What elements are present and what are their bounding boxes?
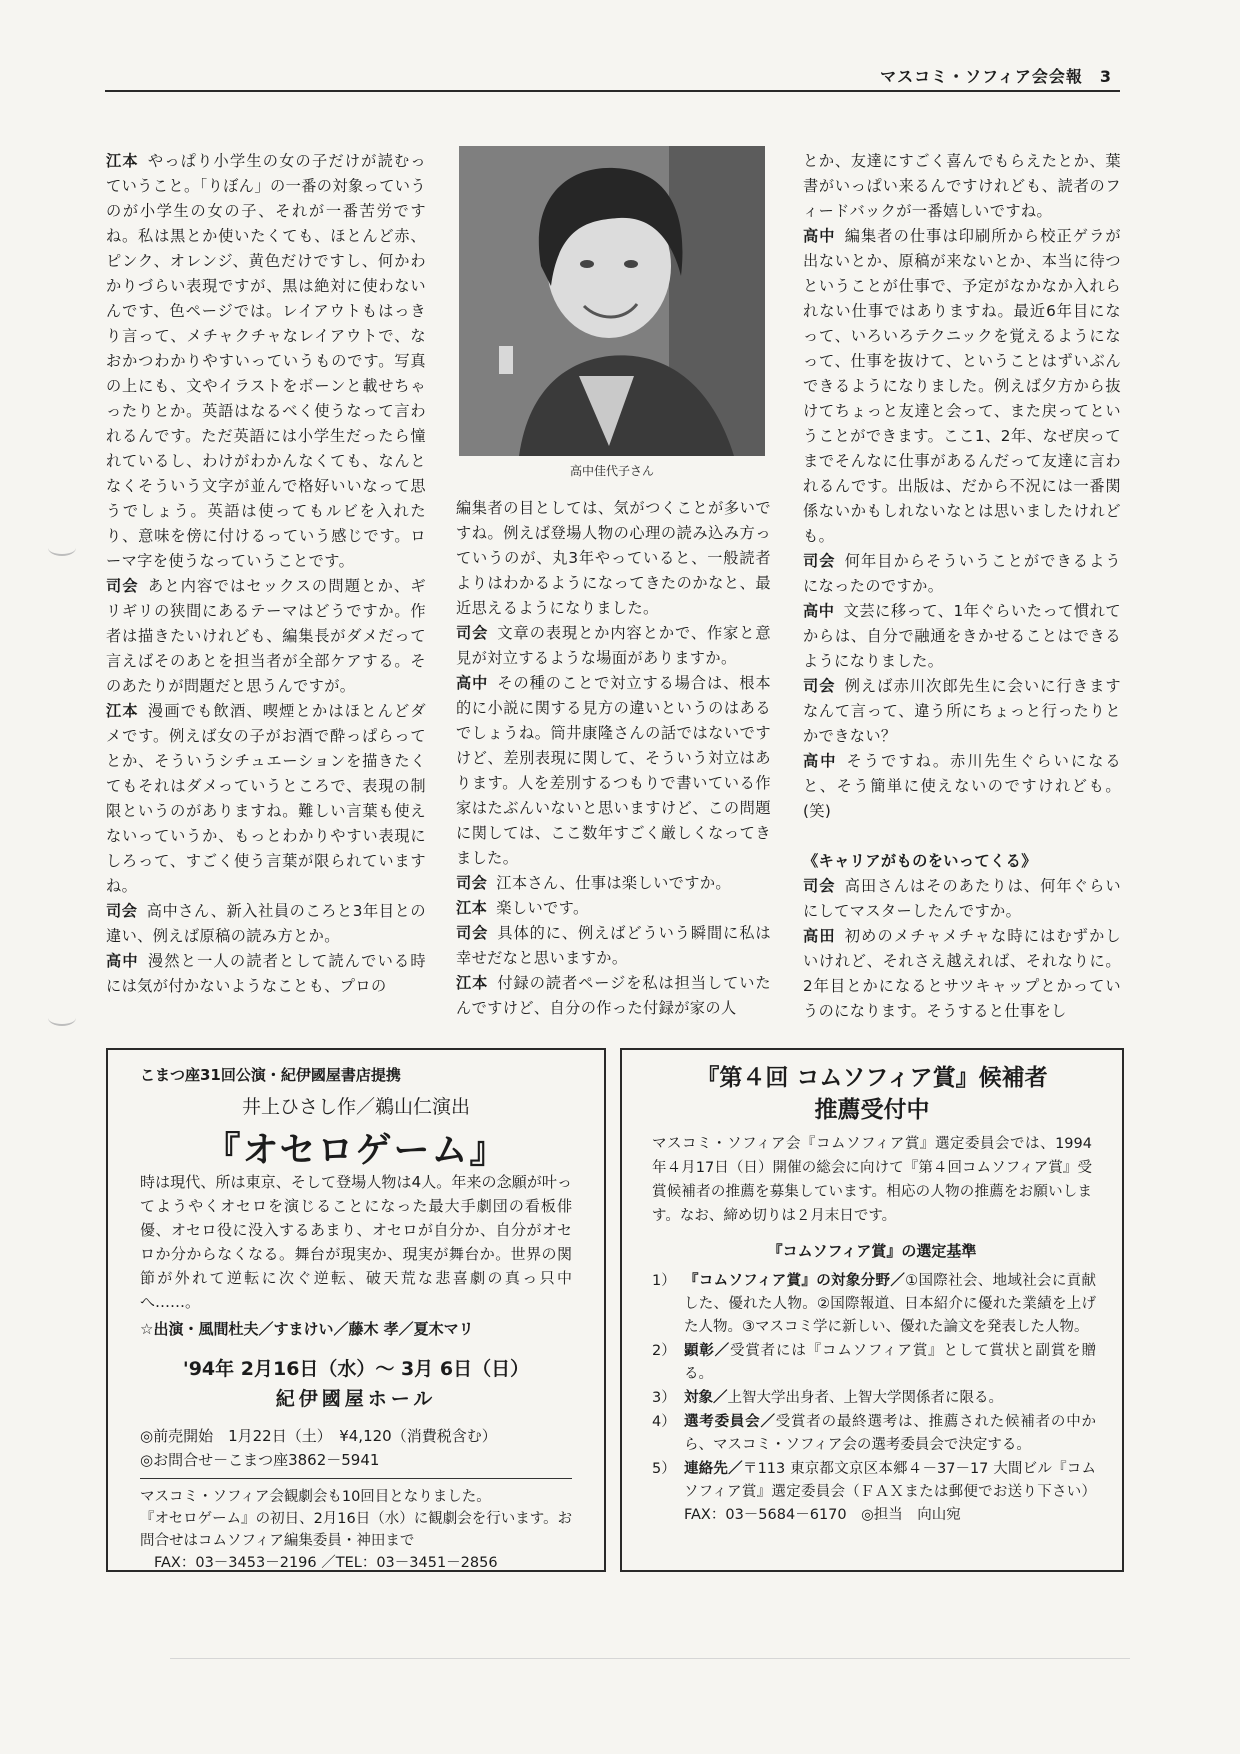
- dialogue-paragraph: [803, 599, 1121, 674]
- criteria-number: 3）: [652, 1390, 676, 1406]
- dialogue-text: 文芸に移って、1年ぐらいたって慣れてからは、自分で融通をきかせることはできるようになりました。: [803, 602, 1121, 670]
- speaker-name: 江本: [106, 702, 139, 720]
- ad-contact: ◎お問合せ－こまつ座3862－5941: [140, 1451, 380, 1469]
- criteria-label: 対象／: [684, 1390, 728, 1406]
- dialogue-paragraph: [803, 549, 1121, 599]
- criteria-text: 上智大学出身者、上智大学関係者に限る。: [727, 1390, 1003, 1406]
- speaker-name: 高中: [803, 227, 836, 245]
- ad-cast: ☆出演・風間杜夫／すまけい／藤木 孝／夏木マリ: [140, 1320, 474, 1338]
- dialogue-paragraph: [106, 949, 426, 999]
- criteria-item: [652, 1340, 1096, 1386]
- article-column-2: [456, 496, 771, 1021]
- ad-note-line-2: 『オセロゲーム』の初日、2月16日（水）に観劇会を行います。お問合せはコムソフィア編集委員・神田まで: [140, 1511, 573, 1549]
- dialogue-text: 何年目からそういうことができるようになったのですか。: [803, 552, 1121, 595]
- speaker-name: 高中: [803, 602, 835, 620]
- dialogue-text: 楽しいです。: [496, 899, 589, 917]
- ad-synopsis: 時は現代、所は東京、そして登場人物は4人。年来の念願が叶ってようやくオセロを演じることになった最大手劇団の看板俳優、オセロ役に没入するあまり、オセロが自分か、自分がオセロか分からなくなる。舞台が現実か、現実が舞台か。世界の関節が外れて逆転に次ぐ逆転、破天荒な悲喜劇の真っ只中へ……。: [140, 1173, 572, 1311]
- award-title-line-1: 『第４回 コムソフィア賞』候補者: [696, 1065, 1048, 1091]
- dialogue-paragraph: [456, 621, 771, 671]
- dialogue-text: 高中さん、新入社員のころと3年目との違い、例えば原稿の読み方とか。: [106, 902, 426, 945]
- criteria-label: 顕彰／: [684, 1343, 730, 1359]
- criteria-label: 『コムソフィア賞』の対象分野／: [684, 1273, 906, 1289]
- ad-note-line-3: FAX：03－3453－2196 ／TEL：03－3451－2856: [154, 1555, 498, 1571]
- dialogue-text: 漫然と一人の読者として読んでいる時には気が付かないようなことも、プロの: [106, 952, 426, 995]
- photo-caption: 高中佳代子さん: [569, 464, 654, 478]
- dialogue-paragraph: [456, 496, 771, 621]
- dialogue-paragraph: [803, 674, 1121, 749]
- dialogue-paragraph: [803, 924, 1121, 1024]
- dialogue-paragraph: [803, 149, 1121, 224]
- dialogue-text: 漫画でも飲酒、喫煙とかはほとんどダメです。例えば女の子がお酒で酔っぱらってとか、そういうシチュエーションを描きたくてもそれはダメっていうところで、表現の制限というのがありますね。難しい言葉も使えないっていうか、もっとわかりやすい表現にしろって、すごく使う言葉が限られていますね。: [106, 702, 426, 895]
- ad-note-line-1: マスコミ・ソフィア会観劇会も10回目となりました。: [140, 1489, 491, 1505]
- criteria-number: 1）: [652, 1273, 676, 1289]
- criteria-text: ①国際社会、地域社会に貢献した、優れた人物。②国際報道、日本紹介に優れた業績を上げた人物。③マスコミ学に新しい、優れた論文を発表した人物。: [684, 1273, 1097, 1335]
- criteria-number: 4）: [652, 1414, 676, 1430]
- speaker-name: 司会: [456, 924, 489, 942]
- ad-dates: '94年 2月16日（水）～ 3月 6日（日）: [182, 1358, 530, 1380]
- theater-ad-box: [106, 1048, 606, 1572]
- dialogue-text: 具体的に、例えばどういう瞬間に私は幸せだなと思いますか。: [456, 924, 771, 967]
- dialogue-paragraph: [456, 896, 771, 921]
- dialogue-text: 編集者の目としては、気がつくことが多いですね。例えば登場人物の心理の読み込み方っていうのが、丸3年やっていると、一般読者よりはわかるようになってきたのかなと、最近思えるようになりました。: [456, 499, 771, 617]
- dialogue-text: 高田さんはそのあたりは、何年ぐらいにしてマスターしたんですか。: [803, 877, 1121, 920]
- speaker-name: 司会: [803, 677, 836, 695]
- criteria-item: [652, 1270, 1096, 1339]
- speaker-name: 司会: [106, 577, 139, 595]
- dialogue-text: 編集者の仕事は印刷所から校正ゲラが出ないとか、原稿が来ないとか、本当に待つということが仕事で、予定がなかなか入れられない仕事ではありますね。最近6年目になって、いろいろテクニックを覚えるようになって、仕事を抜けて、ということはずいぶんできるようになりました。例えば夕方から抜けてちょっと友達と会って、また戻ってということができます。ここ1、2年、なぜ戻ってまでそんなに仕事があるんだって友達に言われるんです。出版は、だから不況には一番関係ないかもしれないなとは思いましたけれども。: [803, 227, 1121, 545]
- portrait-image: [459, 146, 765, 456]
- dialogue-paragraph: [456, 921, 771, 971]
- dialogue-text: 初めのメチャメチャな時にはむずかしいけれど、それさえ越えれば、それなりに。2年目とかになるとサツキャップとかっていうのになります。そうすると仕事をし: [803, 927, 1121, 1020]
- speaker-name: 高中: [803, 752, 838, 770]
- criteria-label: 連絡先／: [684, 1461, 743, 1477]
- criteria-body: [684, 1340, 1096, 1386]
- criteria-body: [684, 1458, 1096, 1527]
- dialogue-text: あと内容ではセックスの問題とか、ギリギリの狭間にあるテーマはどうですか。作者は描きたいけれども、編集長がダメだって言えばそのあとを担当者が全部ケアする。そのあたりが問題だと思うんですが。: [106, 577, 426, 695]
- dialogue-text: やっぱり小学生の女の子だけが読むっていうこと。「りぼん」の一番の対象っていうのが小学生の女の子、それが一番苦労ですね。私は黒とか使いたくても、ほとんど赤、ピンク、オレンジ、黄色だけですし、何かわかりづらい表現ですが、黒は絶対に使わないんです、色ページでは。レイアウトもはっきり言って、メチャクチャなレイアウトで、なおかつわかりやすいっていうものです。写真の上にも、文やイラストをボーンと載せちゃったりとか。英語はなるべく使うなって言われるんです。ただ英語には小学生だったら憧れているし、わけがわかんなくても、なんとなくそういう文字が並んで格好いいなって思うでしょう。英語は使ってもルビを入れたり、意味を傍に付けるっていう感じです。ローマ字を使うなっていうことです。: [106, 152, 426, 570]
- criteria-item: [652, 1458, 1096, 1527]
- dialogue-text: 付録の読者ページを私は担当していたんですけど、自分の作った付録が家の人: [456, 974, 771, 1017]
- speaker-name: 司会: [803, 877, 836, 895]
- dialogue-paragraph: [456, 671, 771, 871]
- criteria-body: [684, 1411, 1096, 1457]
- dialogue-paragraph: [803, 749, 1121, 824]
- section-heading: 《キャリアがものをいってくる》: [803, 852, 1037, 870]
- award-criteria-list: [652, 1270, 1096, 1528]
- award-intro: マスコミ・ソフィア会『コムソフィア賞』選定委員会では、1994年４月17日（日）開催の総会に向けて『第４回コムソフィア賞』受賞候補者の推薦を募集しています。相応の人物の推薦をお願いします。なお、締め切りは２月末日です。: [652, 1136, 1092, 1224]
- newsletter-title: マスコミ・ソフィア会会報 3: [880, 67, 1112, 86]
- criteria-text: 受賞者の最終選考は、推薦された候補者の中から、マスコミ・ソフィア会の選考委員会で決定する。: [684, 1414, 1097, 1453]
- speaker-name: 高中: [106, 952, 139, 970]
- dialogue-paragraph: [803, 874, 1121, 924]
- speaker-name: 司会: [106, 902, 138, 920]
- dialogue-text: 文章の表現とか内容とかで、作家と意見が対立するような場面がありますか。: [456, 624, 771, 667]
- punch-hole-mark: [48, 1010, 76, 1026]
- criteria-body: [684, 1387, 1096, 1410]
- ad-credits: 井上ひさし作／鵜山仁演出: [241, 1096, 470, 1118]
- criteria-body: [684, 1270, 1096, 1339]
- dialogue-text: 江本さん、仕事は楽しいですか。: [496, 874, 732, 892]
- article-column-1: [106, 149, 426, 999]
- criteria-item: [652, 1411, 1096, 1457]
- article-column-3: [803, 149, 1121, 1024]
- criteria-text: 〒113 東京都文京区本郷４－37－17 大間ビル『コムソフィア賞』選定委員会（ＦＡＸまたは郵便でお送り下さい）FAX：03－5684－6170 ◎担当 向山宛: [684, 1461, 1097, 1523]
- punch-hole-mark: [48, 540, 76, 556]
- dialogue-text: 例えば赤川次郎先生に会いに行きますなんて言って、違う所にちょっと行ったりとかできない？: [803, 677, 1121, 745]
- ad-presale: ◎前売開始 1月22日（土） ¥4,120（消費税含む）: [140, 1427, 497, 1445]
- ad-venue: 紀伊國屋ホール: [275, 1388, 437, 1410]
- dialogue-text: その種のことで対立する場合は、根本的に小説に関する見方の違いというのはあるでしょうね。筒井康隆さんの話ではないですけど、差別表現に関して、そういう対立はあります。人を差別するつもりで書いている作家はたぶんいないと思いますけど、この問題に関しては、ここ数年すごく厳しくなってきました。: [456, 674, 771, 867]
- speaker-name: 江本: [456, 974, 489, 992]
- speaker-name: 司会: [456, 624, 489, 642]
- dialogue-text: そうですね。赤川先生ぐらいになると、そう簡単に使えないのですけれども。(笑): [803, 752, 1121, 820]
- dialogue-paragraph: [106, 574, 426, 699]
- ad-organizer: こまつ座31回公演・紀伊國屋書店提携: [140, 1066, 401, 1084]
- dialogue-paragraph: [106, 899, 426, 949]
- dialogue-paragraph: [106, 149, 426, 574]
- scan-edge-line: [170, 1658, 1130, 1659]
- page-header: [105, 62, 1120, 92]
- ad-ticket-info: [140, 1424, 497, 1472]
- award-notice-box: [620, 1048, 1124, 1572]
- interviewee-photo: [459, 146, 765, 456]
- speaker-name: 司会: [456, 874, 488, 892]
- criteria-number: 5）: [652, 1461, 676, 1477]
- speaker-name: 司会: [803, 552, 836, 570]
- speaker-name: 高中: [456, 674, 489, 692]
- award-title: [622, 1062, 1122, 1126]
- dialogue-paragraph: [106, 699, 426, 899]
- speaker-name: 江本: [106, 152, 139, 170]
- criteria-number: 2）: [652, 1343, 676, 1359]
- award-title-line-2: 推薦受付中: [814, 1097, 930, 1123]
- dialogue-paragraph: [456, 871, 771, 896]
- ad-play-title: 『オセロゲーム』: [204, 1130, 508, 1171]
- dialogue-paragraph: [456, 971, 771, 1021]
- speaker-name: 江本: [456, 899, 488, 917]
- dialogue-text: とか、友達にすごく喜んでもらえたとか、葉書がいっぱい来るんですけれども、読者のフィードバックが一番嬉しいですね。: [803, 152, 1121, 220]
- dialogue-paragraph: [803, 224, 1121, 549]
- speaker-name: 高田: [803, 927, 836, 945]
- award-criteria-heading: 『コムソフィア賞』の選定基準: [767, 1242, 977, 1260]
- ad-divider: [140, 1478, 572, 1479]
- criteria-label: 選考委員会／: [684, 1414, 776, 1430]
- criteria-item: [652, 1387, 1096, 1410]
- ad-theater-party-note: [140, 1486, 580, 1574]
- criteria-text: 受賞者には『コムソフィア賞』として賞状と副賞を贈る。: [684, 1343, 1096, 1382]
